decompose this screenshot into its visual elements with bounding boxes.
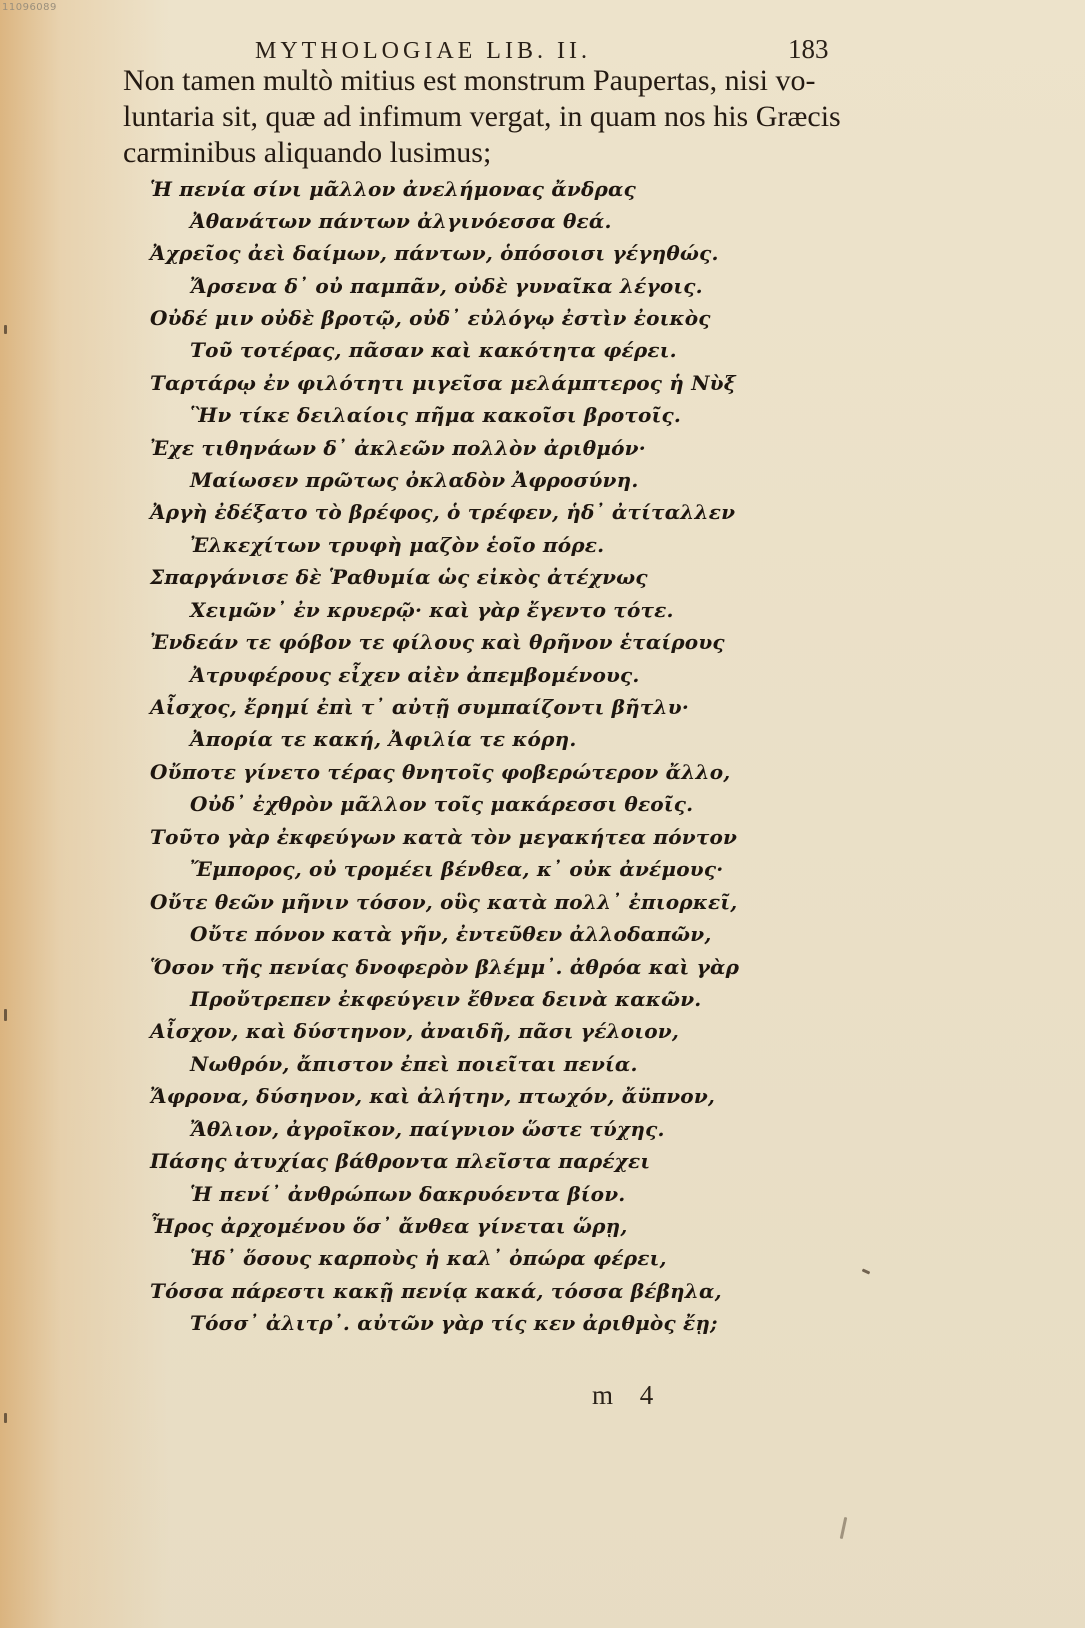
ink-speck	[4, 325, 7, 334]
verse-line: Ἡ πενί᾽ ἀνθρώπων δακρυόεντα βίον.	[190, 1182, 626, 1206]
verse-line: Ἡδ᾽ ὅσους καρποὺς ἡ καλ᾽ ὀπώρα φέρει,	[190, 1246, 667, 1270]
verse-line: Ὅσον τῆς πενίας δνοφερὸν βλέμμ᾽. ἀθρόα καὶ γὰρ	[150, 955, 740, 979]
verse-line: Πάσης ἀτυχίας βάθροντα πλεῖστα παρέχει	[150, 1149, 651, 1173]
verse-line: Σπαργάνισε δὲ Ῥαθυμία ὡς εἰκὸς ἀτέχνως	[150, 565, 648, 589]
verse-line: Ἐλκεχίτων τρυφὴ μαζὸν ἑοῖο πόρε.	[190, 533, 605, 557]
running-head: MYTHOLOGIAE LIB. II.	[255, 38, 591, 64]
verse-line: Ἄρσενα δ᾽ οὐ παμπᾶν, οὐδὲ γυναῖκα λέγοις.	[190, 274, 703, 298]
verse-line: Ἀθανάτων πάντων ἀλγινόεσσα θεά.	[190, 209, 612, 233]
verse-line: Οὔτε πόνον κατὰ γῆν, ἐντεῦθεν ἀλλοδαπῶν,	[190, 922, 712, 946]
verse-line: Μαίωσεν πρῶτως ὀκλαδὸν Ἀφροσύνη.	[190, 468, 639, 492]
verse-line: Αἶσχος, ἔρημί ἐπὶ τ᾽ αὐτῇ συμπαίζοντι βῆτλυ·	[150, 695, 689, 719]
verse-line: Τοῦτο γὰρ ἐκφεύγων κατὰ τὸν μεγακήτεα πόντον	[150, 825, 738, 849]
verse-line: Προὔτρεπεν ἐκφεύγειν ἔθνεα δεινὰ κακῶν.	[190, 987, 702, 1011]
verse-line: Ἄφρονα, δύσηνον, καὶ ἀλήτην, πτωχόν, ἄϋπνον,	[150, 1084, 716, 1108]
verse-line: Οὔποτε γίνετο τέρας θνητοῖς φοβερώτερον ἄλλο,	[150, 760, 731, 784]
page-number: 183	[788, 34, 829, 64]
latin-line: luntaria sit, quæ ad infimum vergat, in quam nos his Græcis	[123, 100, 841, 133]
verse-line: Οὔτε θεῶν μῆνιν τόσον, οὓς κατὰ πολλ᾽ ἐπιορκεῖ,	[150, 890, 738, 914]
ink-speck	[4, 1009, 7, 1021]
verse-line: Ἡ πενία σίνι μᾶλλον ἀνελήμονας ἄνδρας	[150, 177, 637, 201]
ink-speck	[862, 1268, 871, 1274]
verse-line: Ἐνδεάν τε φόβον τε φίλους καὶ θρῆνον ἑταίρους	[150, 630, 725, 654]
verse-line: Αἶσχον, καὶ δύστηνον, ἀναιδῆ, πᾶσι γέλοιον,	[150, 1019, 679, 1043]
latin-line: carminibus aliquando lusimus;	[123, 136, 492, 169]
verse-line: Ἣν τίκε δειλαίοις πῆμα κακοῖσι βροτοῖς.	[190, 403, 682, 427]
verse-line: Ἀπορία τε κακή, Ἀφιλία τε κόρη.	[190, 727, 577, 751]
verse-line: Τοῦ τοτέρας, πᾶσαν καὶ κακότητα φέρει.	[190, 338, 677, 362]
verse-line: Ἐχε τιθηνάων δ᾽ ἀκλεῶν πολλὸν ἀριθμόν·	[150, 436, 646, 460]
signature-mark: m 4	[592, 1380, 664, 1410]
verse-line: Τόσσα πάρεστι κακῇ πενίᾳ κακά, τόσσα βέβηλα,	[150, 1279, 722, 1303]
verse-line: Ἀτρυφέρους εἶχεν αἰὲν ἀπεμβομένους.	[190, 663, 640, 687]
verse-line: Τόσσ᾽ ἀλιτρ᾽. αὐτῶν γὰρ τίς κεν ἀριθμὸς ἔῃ;	[190, 1311, 718, 1335]
verse-line: Ταρτάρῳ ἐν φιλότητι μιγεῖσα μελάμπτερος ἡ Νὺξ	[150, 371, 736, 395]
verse-line: Ἦρος ἀρχομένου ὅσ᾽ ἄνθεα γίνεται ὥρῃ,	[150, 1214, 628, 1238]
page-id-stamp: 11096089	[2, 2, 57, 13]
verse-line: Νωθρόν, ἄπιστον ἐπεὶ ποιεῖται πενία.	[190, 1052, 638, 1076]
ink-speck	[4, 1413, 7, 1423]
ink-speck	[840, 1517, 848, 1539]
latin-line: Non tamen multò mitius est monstrum Paupertas, nisi vo-	[123, 64, 816, 97]
verse-line: Οὐδέ μιν οὐδὲ βροτῷ, οὐδ᾽ εὐλόγῳ ἐστὶν ἐοικὸς	[150, 306, 711, 330]
verse-line: Ἄθλιον, ἀγροῖκον, παίγνιον ὥστε τύχης.	[190, 1117, 665, 1141]
verse-line: Οὐδ᾽ ἐχθρὸν μᾶλλον τοῖς μακάρεσσι θεοῖς.	[190, 792, 694, 816]
verse-line: Χειμῶν᾽ ἐν κρυερῷ· καὶ γὰρ ἔγεντο τότε.	[190, 598, 674, 622]
verse-line: Ἀργὴ ἐδέξατο τὸ βρέφος, ὁ τρέφεν, ἡδ᾽ ἀτίταλλεν	[150, 500, 736, 524]
verse-line: Ἔμπορος, οὐ τρομέει βένθεα, κ᾽ οὐκ ἀνέμους·	[190, 857, 724, 881]
verse-line: Ἀχρεῖος ἀεὶ δαίμων, πάντων, ὁπόσοισι γέγηθώς.	[150, 241, 719, 265]
